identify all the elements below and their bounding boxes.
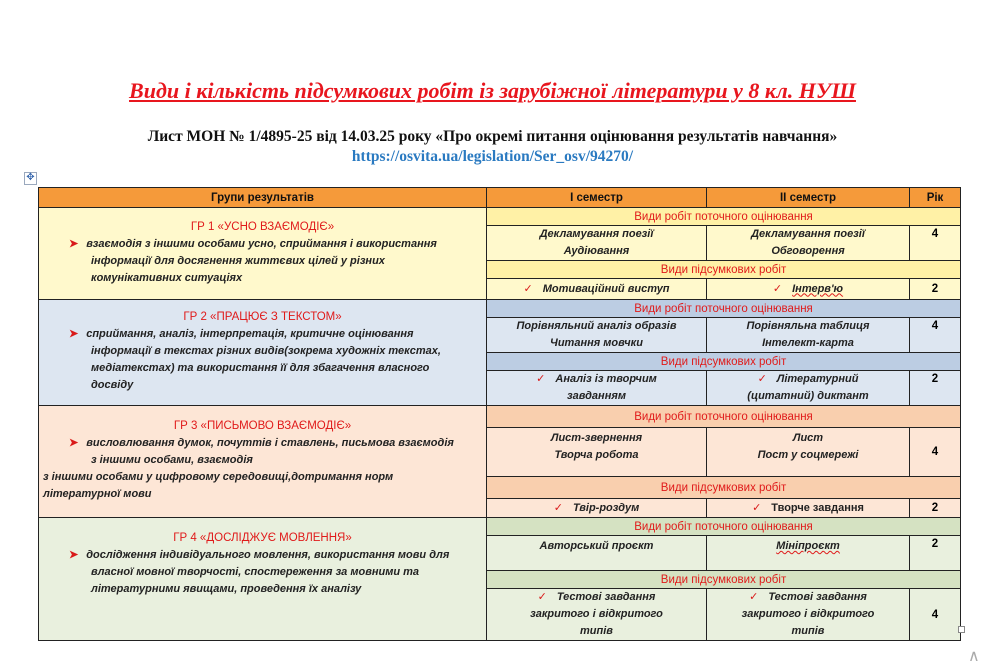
group-3-description: ➤ висловлювання думок, почуттів і ставлень, письмова взаємодія з іншими особами, взаємодія з іншими особами у цифровому середовищі,дотримання норм літературної мови [43, 437, 454, 500]
group-2-current-year: 4 [910, 318, 961, 353]
arrow-bullet-icon: ➤ [69, 328, 79, 340]
group-2-title: ГР 2 «ПРАЦЮЄ З ТЕКСТОМ» [183, 311, 342, 323]
header-semester-1: І семестр [487, 188, 707, 208]
table-move-handle-icon[interactable]: ✥ [24, 172, 37, 185]
group-2-current-s1: Порівняльний аналіз образів Читання мовчки [487, 318, 707, 353]
group-1-final-year: 2 [910, 279, 961, 300]
section-final-label: Види підсумкових робіт [487, 353, 961, 371]
check-icon: ✓ [749, 591, 759, 603]
group-3-final-s2: ✓ Творче завдання [707, 499, 910, 518]
section-current-label: Види робіт поточного оцінювання [487, 406, 961, 428]
arrow-bullet-icon: ➤ [69, 437, 79, 449]
group-1-current-s2: Декламування поезії Обговорення [707, 226, 910, 261]
section-current-label: Види робіт поточного оцінювання [487, 518, 961, 536]
group-1-current-year: 4 [910, 226, 961, 261]
section-final-label: Види підсумкових робіт [487, 261, 961, 279]
header-semester-2: ІІ семестр [707, 188, 910, 208]
group-1-description: ➤ взаємодія з іншими особами усно, сприймання і використання інформації для досягнення життєвих цілей у різних комунікативних ситуаціях [69, 237, 437, 284]
document-subtitle: Лист МОН № 1/4895-25 від 14.03.25 року «Про окремі питання оцінювання результатів навчання» [147, 128, 838, 145]
group-4-current-s2: Мініпроєкт [707, 536, 910, 571]
group-2-cell [39, 300, 487, 406]
group-1-current-head-row [39, 208, 961, 226]
check-icon: ✓ [772, 282, 783, 295]
group-3-current-head-row [39, 406, 961, 428]
group-1-title: ГР 1 «УСНО ВЗАЄМОДІЄ» [190, 220, 335, 233]
check-icon: ✓ [757, 373, 767, 385]
check-icon: ✓ [536, 373, 546, 385]
group-3-current-s2: Лист Пост у соцмережі [707, 428, 910, 477]
check-icon: ✓ [537, 591, 547, 603]
group-2-current-head-row [39, 300, 961, 318]
header-year: Рік [910, 188, 961, 208]
section-final-label: Види підсумкових робіт [487, 571, 961, 589]
check-icon: ✓ [752, 501, 762, 514]
scroll-up-icon[interactable]: ∧ [968, 648, 980, 665]
group-4-current-head-row [39, 518, 961, 536]
arrow-bullet-icon: ➤ [69, 237, 79, 250]
source-link[interactable]: https://osvita.ua/legislation/Ser_osv/94270/ [351, 148, 634, 165]
group-3-final-s1: ✓ Твір-роздум [487, 499, 707, 518]
section-current-label: Види робіт поточного оцінювання [487, 208, 961, 226]
group-4-final-s2: ✓ Тестові завдання закритого і відкритого типів [707, 589, 910, 641]
group-2-final-year: 2 [910, 371, 961, 406]
document-title: Види і кількість підсумкових робіт із зарубіжної літератури у 8 кл. НУШ [129, 78, 856, 103]
group-4-final-year: 4 [910, 589, 961, 641]
group-4-current-year: 2 [910, 536, 961, 571]
group-3-cell [39, 406, 487, 518]
group-1-cell [39, 208, 487, 300]
group-3-final-year: 2 [910, 499, 961, 518]
arrow-bullet-icon: ➤ [69, 549, 79, 561]
group-4-cell [39, 518, 487, 641]
check-icon: ✓ [553, 501, 563, 514]
group-3-title: ГР 3 «ПИСЬМОВО ВЗАЄМОДІЄ» [173, 420, 352, 432]
group-2-current-s2: Порівняльна таблиця Інтелект-карта [707, 318, 910, 353]
group-1-current-s1: Декламування поезії Аудіювання [487, 226, 707, 261]
group-1-final-s2: ✓ Інтерв'ю [707, 279, 910, 300]
group-4-final-s1: ✓ Тестові завдання закритого і відкритого типів [487, 589, 707, 641]
group-2-final-s1: ✓ Аналіз із творчим завданням [487, 371, 707, 406]
group-2-final-s2: ✓ Літературний (цитатний) диктант [707, 371, 910, 406]
group-4-description: ➤ дослідження індивідуального мовлення, використання мови для власної мовної творчості, спостереження за мовними та літературними явищами, проведення їх аналізу [69, 549, 450, 595]
table-resize-handle[interactable] [958, 626, 965, 633]
section-current-label: Види робіт поточного оцінювання [487, 300, 961, 318]
header-groups: Групи результатів [39, 188, 487, 208]
group-2-description: ➤ сприймання, аналіз, інтерпретація, критичне оцінювання інформації в текстах різних видів(зокрема художніх текстах, медіатекстах) та використання її для збагачення власного досвіду [69, 328, 441, 391]
group-3-current-year: 4 [910, 428, 961, 477]
group-4-title: ГР 4 «ДОСЛІДЖУЄ МОВЛЕННЯ» [173, 532, 352, 544]
group-4-current-s1: Авторський проєкт [487, 536, 707, 571]
table-header-row [39, 188, 961, 208]
group-1-final-s1: ✓ Мотиваційний виступ [487, 279, 707, 300]
section-final-label: Види підсумкових робіт [487, 477, 961, 499]
results-table [38, 187, 961, 641]
group-3-current-s1: Лист-звернення Творча робота [487, 428, 707, 477]
check-icon: ✓ [523, 282, 533, 295]
